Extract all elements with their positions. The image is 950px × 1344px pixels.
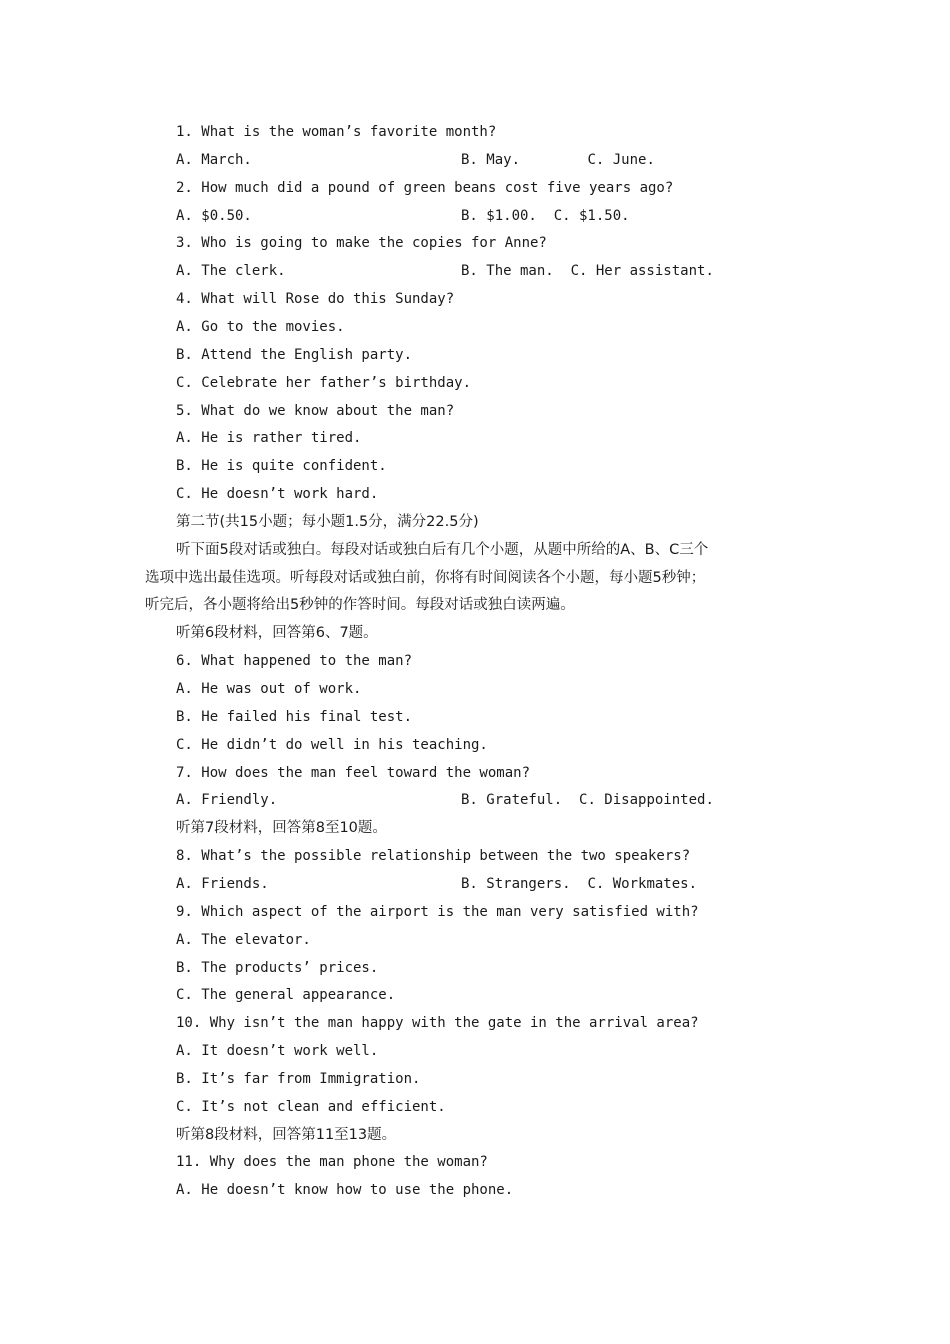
text-line: B. He failed his final test. <box>176 709 413 725</box>
text-line: A. He was out of work. <box>176 681 362 697</box>
option-row <box>0 791 950 809</box>
text-line: 1. What is the woman’s favorite month? <box>176 124 497 140</box>
text-line: 9. Which aspect of the airport is the man very satisfied with? <box>176 904 699 920</box>
text-line: A. He doesn’t know how to use the phone. <box>176 1182 514 1198</box>
instruction-line: 选项中选出最佳选项。听每段对话或独白前，你将有时间阅读各个小题，每小题5秒钟； <box>145 570 706 586</box>
option-b-c <box>461 151 655 169</box>
text-line: 11. Why does the man phone the woman? <box>176 1154 488 1170</box>
option-gap <box>562 792 579 808</box>
option-a: A. March. <box>176 152 252 168</box>
text-line: C. It’s not clean and efficient. <box>176 1099 446 1115</box>
option-b: B. $1.00. <box>461 208 537 224</box>
text-line: A. Go to the movies. <box>176 319 345 335</box>
option-a: A. $0.50. <box>176 208 252 224</box>
option-b: B. May. <box>461 152 521 168</box>
option-gap <box>537 208 554 224</box>
text-line: 3. Who is going to make the copies for Anne? <box>176 235 547 251</box>
option-gap <box>554 263 571 279</box>
text-line: 4. What will Rose do this Sunday? <box>176 291 455 307</box>
option-a: A. The clerk. <box>176 263 286 279</box>
text-line: B. The products’ prices. <box>176 960 379 976</box>
text-line: A. It doesn’t work well. <box>176 1043 379 1059</box>
option-c: C. Disappointed. <box>579 792 714 808</box>
instruction-line: 听第8段材料，回答第11至13题。 <box>176 1127 397 1143</box>
text-line: 5. What do we know about the man? <box>176 403 455 419</box>
option-c: C. Her assistant. <box>570 263 714 279</box>
option-b-c <box>461 207 630 225</box>
option-c: C. June. <box>587 152 655 168</box>
text-line: 10. Why isn’t the man happy with the gate in the arrival area? <box>176 1015 699 1031</box>
option-row <box>0 151 950 169</box>
instruction-line: 听第6段材料，回答第6、7题。 <box>176 625 378 641</box>
option-b: B. Strangers. <box>461 876 571 892</box>
option-b: B. Grateful. <box>461 792 563 808</box>
option-row <box>0 875 950 893</box>
option-row <box>0 262 950 280</box>
option-row <box>0 207 950 225</box>
option-c: C. Workmates. <box>587 876 698 892</box>
instruction-line: 听下面5段对话或独白。每段对话或独白后有几个小题，从题中所给的A、B、C三个 <box>176 542 709 558</box>
instruction-line: 听第7段材料，回答第8至10题。 <box>176 820 387 836</box>
text-line: 7. How does the man feel toward the woman? <box>176 765 531 781</box>
text-line: 6. What happened to the man? <box>176 653 413 669</box>
text-line: 8. What’s the possible relationship between the two speakers? <box>176 848 691 864</box>
text-line: B. He is quite confident. <box>176 458 387 474</box>
text-line: A. He is rather tired. <box>176 430 362 446</box>
text-line: C. He doesn’t work hard. <box>176 486 379 502</box>
option-gap <box>520 152 587 168</box>
instruction-line: 第二节(共15小题；每小题1.5分，满分22.5分) <box>176 514 479 530</box>
option-b-c <box>461 875 697 893</box>
text-line: B. Attend the English party. <box>176 347 413 363</box>
option-a: A. Friends. <box>176 876 269 892</box>
text-line: A. The elevator. <box>176 932 311 948</box>
text-line: B. It’s far from Immigration. <box>176 1071 421 1087</box>
instruction-line: 听完后，各小题将给出5秒钟的作答时间。每段对话或独白读两遍。 <box>145 597 575 613</box>
option-b: B. The man. <box>461 263 554 279</box>
text-line: C. He didn’t do well in his teaching. <box>176 737 488 753</box>
text-line: C. Celebrate her father’s birthday. <box>176 375 472 391</box>
option-b-c <box>461 791 714 809</box>
text-line: 2. How much did a pound of green beans cost five years ago? <box>176 180 674 196</box>
text-line: C. The general appearance. <box>176 987 396 1003</box>
option-gap <box>571 876 588 892</box>
option-c: C. $1.50. <box>553 208 630 224</box>
option-b-c <box>461 262 714 280</box>
option-a: A. Friendly. <box>176 792 278 808</box>
